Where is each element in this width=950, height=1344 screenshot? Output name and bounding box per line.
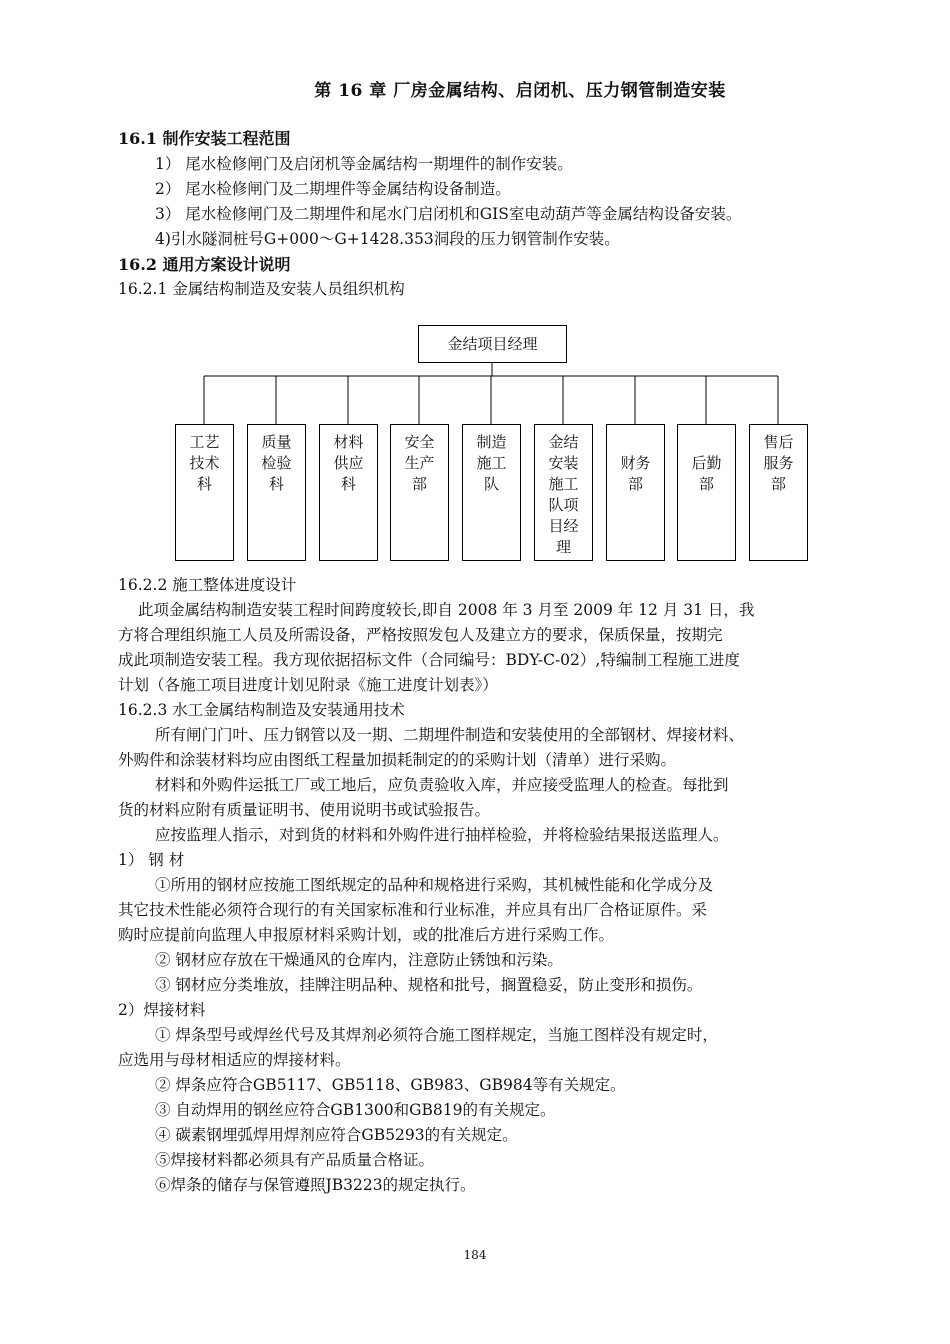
org-box-dept: [247, 424, 306, 561]
paragraph-line: 应按监理人指示，对到货的材料和外购件进行抽样检验，并将检验结果报送监理人。: [155, 826, 729, 844]
list-heading-steel: 1） 钢 材: [118, 851, 185, 869]
paragraph-line: 成此项制造安装工程。我方现依据招标文件（合同编号：BDY-C-02）,特编制工程施工进度: [118, 651, 740, 669]
list-heading-welding: 2）焊接材料: [118, 1001, 206, 1019]
paragraph-line: ③ 钢材应分类堆放，挂牌注明品种、规格和批号，搁置稳妥，防止变形和损伤。: [155, 976, 703, 994]
subsection-heading-16-2-1: 16.2.1 金属结构制造及安装人员组织机构: [118, 280, 405, 298]
scope-item: 3） 尾水检修闸门及二期埋件和尾水门启闭机和GIS室电动葫芦等金属结构设备安装。: [155, 205, 742, 223]
dept-label: 售后 服务 部: [763, 433, 794, 493]
org-box-dept: [606, 424, 665, 561]
scope-item: 2） 尾水检修闸门及二期埋件等金属结构设备制造。: [155, 180, 511, 198]
section-heading-16-2: 16.2 通用方案设计说明: [118, 255, 291, 274]
org-box-dept: [749, 424, 808, 561]
paragraph-line: 外购件和涂装材料均应由图纸工程量加损耗制定的的采购计划（清单）进行采购。: [118, 751, 677, 769]
paragraph-line: ④ 碳素钢埋弧焊用焊剂应符合GB5293的有关规定。: [155, 1126, 518, 1144]
subsection-heading-16-2-2: 16.2.2 施工整体进度设计: [118, 576, 297, 594]
dept-label: 金结 安装 施工 队项 目经 理: [548, 433, 579, 556]
dept-label: 后勤 部: [691, 454, 722, 493]
section-heading-16-1: 16.1 制作安装工程范围: [118, 129, 291, 148]
paragraph-line: 应选用与母材相适应的焊接材料。: [118, 1051, 351, 1069]
scope-item: 1） 尾水检修闸门及启闭机等金属结构一期埋件的制作安装。: [155, 155, 573, 173]
dept-label: 财务 部: [620, 454, 651, 493]
paragraph-line: ⑥焊条的储存与保管遵照JB3223的规定执行。: [155, 1176, 476, 1194]
org-box-dept: [319, 424, 378, 561]
dept-label: 材料 供应 科: [333, 433, 364, 493]
paragraph-line: 其它技术性能必须符合现行的有关国家标准和行业标准，并应具有出厂合格证原件。采: [118, 901, 708, 919]
paragraph-line: ③ 自动焊用的钢丝应符合GB1300和GB819的有关规定。: [155, 1101, 556, 1119]
paragraph-line: ⑤焊接材料都必须具有产品质量合格证。: [155, 1151, 435, 1169]
dept-label: 安全 生产 部: [404, 433, 435, 493]
page-number: 184: [463, 1248, 487, 1262]
paragraph-line: 此项金属结构制造安装工程时间跨度较长,即自 2008 年 3 月至 2009 年 12 月 31 日，我: [138, 601, 755, 619]
dept-label: 工艺 技术 科: [189, 433, 220, 493]
org-box-dept: [534, 424, 593, 561]
paragraph-line: ② 钢材应存放在干燥通风的仓库内，注意防止锈蚀和污染。: [155, 951, 563, 969]
paragraph-line: 所有闸门门叶、压力钢管以及一期、二期埋件制造和安装使用的全部钢材、焊接材料、: [155, 726, 745, 744]
paragraph-line: 货的材料应附有质量证明书、使用说明书或试验报告。: [118, 801, 491, 819]
paragraph-line: 计划（各施工项目进度计划见附录《施工进度计划表》）: [118, 676, 498, 694]
paragraph-line: ①所用的钢材应按施工图纸规定的品种和规格进行采购，其机械性能和化学成分及: [155, 876, 714, 894]
org-box-dept: [677, 424, 736, 561]
dept-label: 制造 施工 队: [476, 433, 507, 493]
paragraph-line: 材料和外购件运抵工厂或工地后，应负责验收入库，并应接受监理人的检查。每批到: [155, 776, 729, 794]
paragraph-line: ① 焊条型号或焊丝代号及其焊剂必须符合施工图样规定，当施工图样没有规定时，: [155, 1026, 718, 1044]
scope-item: 4)引水隧洞桩号G+000～G+1428.353洞段的压力钢管制作安装。: [155, 230, 620, 248]
paragraph-line: 购时应提前向监理人申报原材料采购计划，或的批准后方进行采购工作。: [118, 926, 615, 944]
org-box-dept: [175, 424, 234, 561]
org-box-manager: 金结项目经理: [418, 325, 567, 363]
subsection-heading-16-2-3: 16.2.3 水工金属结构制造及安装通用技术: [118, 701, 405, 719]
chapter-title: 第 16 章 厂房金属结构、启闭机、压力钢管制造安装: [314, 81, 726, 101]
org-box-dept: [390, 424, 449, 561]
dept-label: 质量 检验 科: [261, 433, 292, 493]
paragraph-line: 方将合理组织施工人员及所需设备，严格按照发包人及建立方的要求，保质保量，按期完: [118, 626, 723, 644]
org-box-dept: [462, 424, 521, 561]
paragraph-line: ② 焊条应符合GB5117、GB5118、GB983、GB984等有关规定。: [155, 1076, 626, 1094]
